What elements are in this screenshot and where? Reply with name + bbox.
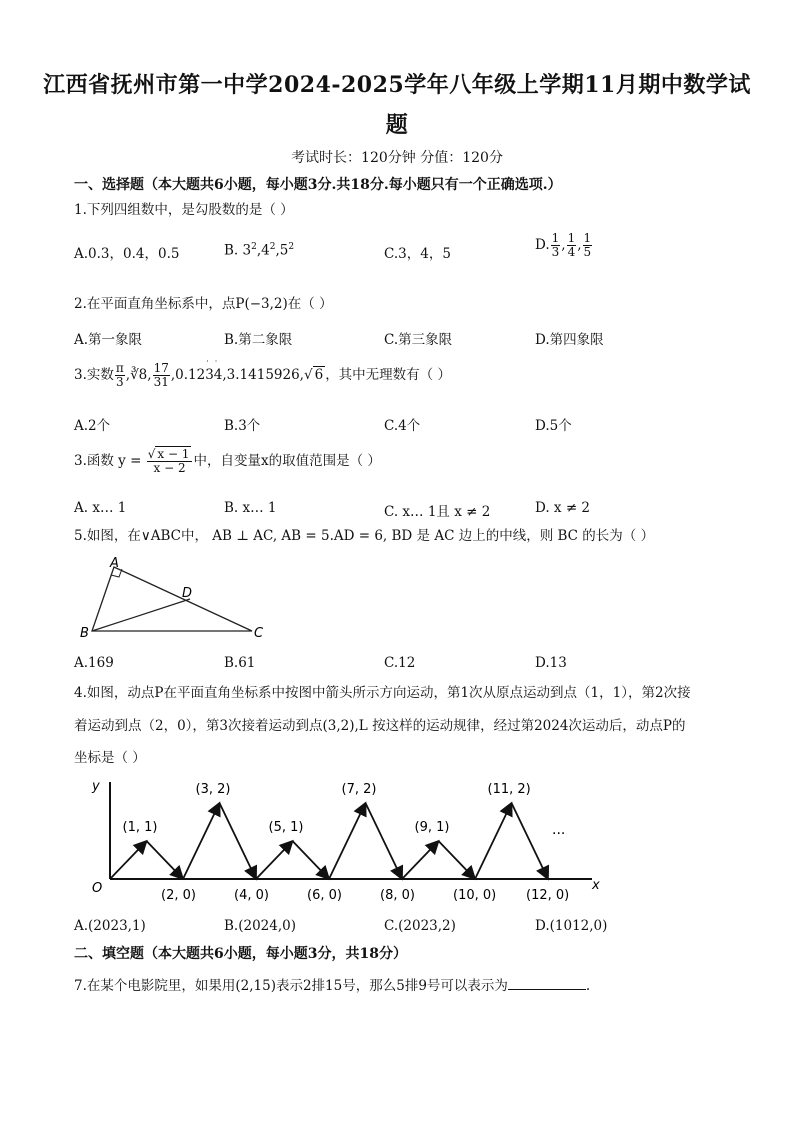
q2-option-d: D.第四象限 [535, 332, 604, 348]
x-axis-label: x [592, 878, 600, 893]
path-arrow [475, 803, 512, 879]
q4-option-b: B. x… 1 [224, 500, 277, 516]
q6-option-b: B.(2024,0) [224, 918, 296, 934]
q6-option-a: A.(2023,1) [74, 918, 146, 934]
vertex-label-b: B [80, 626, 89, 641]
question-7-stem: 7.在某个电影院里，如果用(2,15)表示2排15号，那么5排9号可以表示为 . [74, 978, 591, 994]
vertex-label-d: D [182, 586, 193, 601]
path-arrow [110, 841, 147, 879]
q2-option-c: C.第三象限 [384, 332, 453, 348]
path-arrow [439, 841, 476, 879]
q3-option-b: B.3个 [224, 418, 261, 434]
path-arrow [366, 803, 403, 879]
y-axis-label: y [92, 779, 100, 794]
question-6-line2: 着运动到点（2，0），第3次接着运动到点(3,2),L 按这样的运动规律，经过第2024次运动后，动点P的 [74, 718, 686, 734]
q5-option-b: B.61 [224, 655, 256, 671]
q3-option-a: A.2个 [74, 418, 111, 434]
section-heading-fill: 二、填空题（本大题共6小题，每小题3分，共18分） [74, 946, 407, 962]
q4-option-c: C. x… 1且 x ≠ 2 [384, 504, 491, 520]
vertex-label-c: C [254, 626, 264, 641]
document-title-line1: 江西省抚州市第一中学2024-2025学年八年级上学期11月期中数学试 [43, 72, 751, 98]
q3-option-d: D.5个 [535, 418, 572, 434]
point-label-axis: (10, 0) [453, 888, 497, 903]
path-arrow [512, 803, 549, 879]
point-label-axis: (8, 0) [380, 888, 415, 903]
question-6-line3: 坐标是（ ） [74, 750, 146, 766]
path-arrow [183, 803, 220, 879]
q2-option-b: B.第二象限 [224, 332, 293, 348]
motion-path-graph [80, 772, 610, 912]
vertex-label-a: A [110, 556, 119, 571]
point-label-axis: (12, 0) [526, 888, 570, 903]
exam-info: 考试时长：120分钟 分值：120分 [291, 150, 503, 166]
q5-option-a: A.169 [74, 655, 114, 671]
path-arrow [402, 841, 439, 879]
triangle-figure [74, 553, 274, 643]
point-label-axis: (6, 0) [307, 888, 342, 903]
graph-ellipsis: ... [552, 822, 566, 838]
point-label-peak: (5, 1) [268, 820, 304, 835]
point-label-peak: (9, 1) [414, 820, 450, 835]
q5-option-c: C.12 [384, 655, 416, 671]
question-2-stem: 2.在平面直角坐标系中，点P(−3,2)在（ ） [74, 296, 333, 312]
question-1-stem: 1.下列四组数中，是勾股数的是（ ） [74, 202, 294, 218]
point-label-peak: (11, 2) [487, 782, 531, 797]
question-3-stem: 3.实数 $\frac{\pi}{3}$ ,∛8, $\frac{17}{31}$ ,0.123 · 4 · ,3.1415926,√ 6 ，其中无理数有（ ） [74, 357, 451, 389]
point-label-peak: (3, 2) [195, 782, 231, 797]
q6-option-c: C.(2023,2) [384, 918, 456, 934]
question-6-line1: 4.如图，动点P在平面直角坐标系中按图中箭头所示方向运动，第1次从原点运动到点（1，1），第2次接 [74, 685, 691, 701]
path-arrow [329, 803, 366, 879]
point-label-peak: (7, 2) [341, 782, 377, 797]
path-arrow [147, 841, 184, 879]
q1-option-b: B. $3^2,4^2,5^2$ [224, 242, 295, 259]
path-arrow [220, 803, 257, 879]
q6-option-d: D.(1012,0) [535, 918, 608, 934]
q1-option-d: D. $\frac{1}{3}$ , $\frac{1}{4}$ , $\frac{1}{5}$ [535, 231, 592, 259]
q1-option-c: C.3，4，5 [384, 246, 451, 262]
question-5-stem: 5.如图，在∨ABC中， AB ⊥ AC, AB = 5.AD = 6, BD 是 AC 边上的中线，则 BC 的长为（ ） [74, 528, 655, 544]
q2-option-a: A.第一象限 [74, 332, 143, 348]
q4-option-d: D. x ≠ 2 [535, 500, 591, 516]
section-heading-choice: 一、选择题（本大题共6小题，每小题3分.共18分.每小题只有一个正确选项.） [74, 177, 562, 193]
answer-blank [508, 977, 586, 990]
point-label-peak: (1, 1) [122, 820, 158, 835]
origin-label: O [92, 881, 103, 896]
question-4-stem: 3.函数 y = $\frac{√ x - 1}{x - 2}$ 中，自变量x的取值范围是（ ） [74, 447, 381, 475]
path-arrow [256, 841, 293, 879]
document-title-line2: 题 [385, 112, 409, 138]
q4-option-a: A. x… 1 [74, 500, 127, 516]
q3-option-c: C.4个 [384, 418, 421, 434]
point-label-axis: (4, 0) [234, 888, 269, 903]
path-arrow [293, 841, 330, 879]
point-label-axis: (2, 0) [161, 888, 196, 903]
q1-option-a: A.0.3，0.4，0.5 [74, 246, 180, 262]
q5-option-d: D.13 [535, 655, 567, 671]
